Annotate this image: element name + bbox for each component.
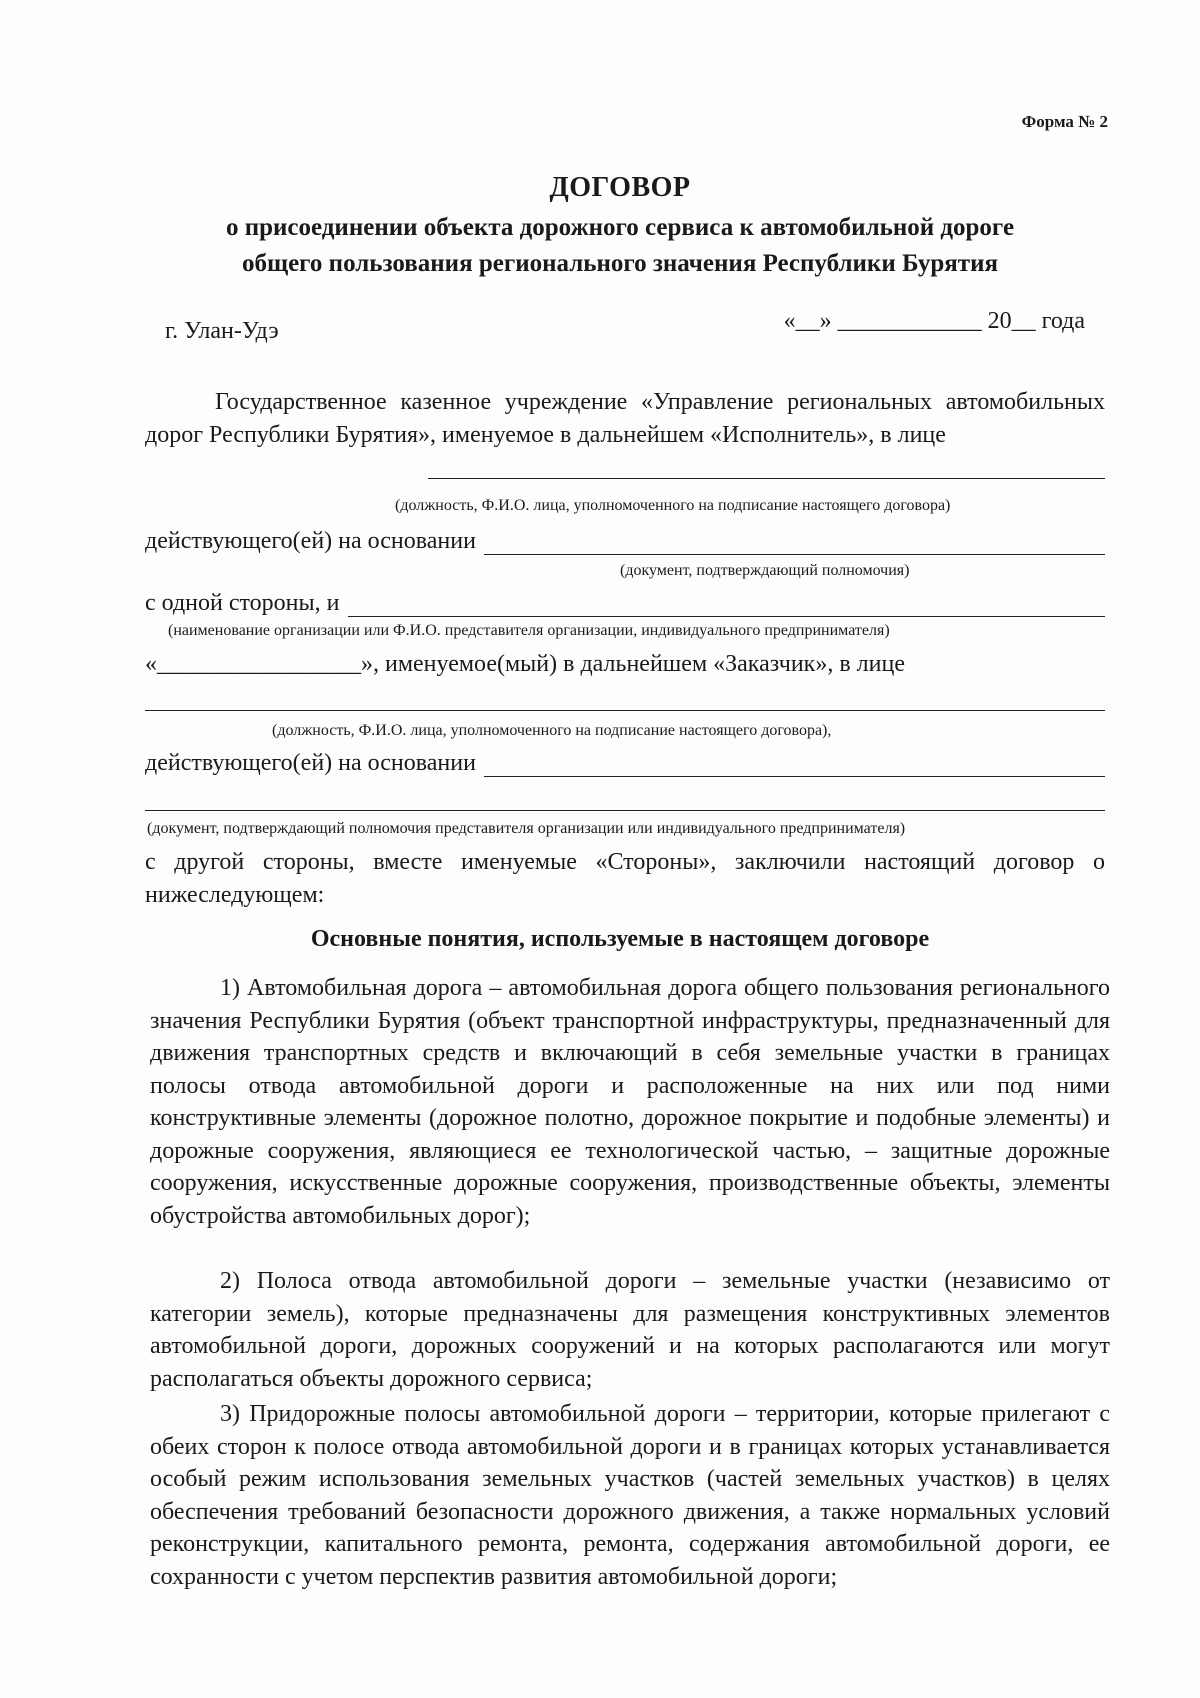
customer-name-row <box>145 590 1105 617</box>
customer-doc-hint: (документ, подтверждающий полномочия представителя организации или индивидуального предпринимателя) <box>147 820 906 837</box>
definitions-heading: Основные понятия, используемые в настоящем договоре <box>310 926 930 952</box>
definition-item-3: 3) Придорожные полосы автомобильной дороги – территории, которые прилегают с обеих сторон к полосе отвода автомобильной дороги и в границах которых устанавливается особый режим использования земельных участков (частей земельных участков) в целях обеспечения требований безопасности дорожного движения, а также нормальных условий реконструкции, капитального ремонта, ремонта, содержания автомобильной дороги, ее сохранности с учетом перспектив развития автомобильной дороги; <box>150 1401 1110 1590</box>
customer-name-line <box>348 594 1106 617</box>
customer-basis-line <box>484 754 1105 777</box>
executor-position-hint: (должность, Ф.И.О. лица, уполномоченного на подписание настоящего договора) <box>395 497 951 514</box>
form-number: Форма № 2 <box>1021 112 1108 131</box>
parties-intro: Государственное казенное учреждение «Управление региональных автомобильных дорог Республики Бурятия», именуемое в дальнейшем «Исполнитель», в лице <box>145 389 1105 448</box>
acting-basis-label-2: действующего(ей) на основании <box>145 750 476 776</box>
definition-item-1: 1) Автомобильная дорога – автомобильная дорога общего пользования регионального значения Республики Бурятия (объект транспортной инфраструктуры, предназначенный для движения транспортных средств и включающий в себя земельные участки в границах полосы отвода автомобильной дороги и расположенные на них или под ними конструктивные элементы (дорожное полотно, дорожное покрытие и подобные элементы) и дорожные сооружения, являющиеся ее технологической частью, – защитные дорожные сооружения, искусственные дорожные сооружения, производственные объекты, элементы обустройства автомобильных дорог); <box>150 975 1110 1229</box>
customer-representative-line <box>145 710 1105 711</box>
document-title: ДОГОВОР <box>549 172 691 203</box>
customer-basis-row <box>145 750 1105 777</box>
executor-representative-line <box>428 478 1105 479</box>
date-field: «__» ____________ 20__ года <box>783 308 1085 334</box>
one-side-label: с одной стороны, и <box>145 590 340 616</box>
executor-basis-row <box>145 528 1105 555</box>
parties-closing: с другой стороны, вместе именуемые «Стороны», заключили настоящий договор о нижеследующем: <box>145 849 1105 908</box>
executor-doc-hint: (документ, подтверждающий полномочия) <box>620 562 910 579</box>
city: г. Улан-Удэ <box>165 318 279 344</box>
customer-position-hint: (должность, Ф.И.О. лица, уполномоченного на подписание настоящего договора), <box>272 722 832 739</box>
subtitle-line-1: о присоединении объекта дорожного сервиса к автомобильной дороге <box>225 214 1015 241</box>
customer-doc-line <box>145 810 1105 811</box>
customer-name-hint: (наименование организации или Ф.И.О. представителя организации, индивидуального предпринимателя) <box>168 622 890 639</box>
document-subtitle <box>150 210 1090 282</box>
acting-basis-label: действующего(ей) на основании <box>145 528 476 554</box>
executor-basis-line <box>484 532 1105 555</box>
definition-item-2: 2) Полоса отвода автомобильной дороги – земельные участки (независимо от категории земель), которые предназначены для размещения конструктивных элементов автомобильной дороги, дорожных сооружений и на которых располагаются или могут располагаться объекты дорожного сервиса; <box>150 1268 1110 1392</box>
customer-named-line: «_________________», именуемое(мый) в дальнейшем «Заказчик», в лице <box>145 651 905 677</box>
subtitle-line-2: общего пользования регионального значения Республики Бурятия <box>241 250 999 277</box>
